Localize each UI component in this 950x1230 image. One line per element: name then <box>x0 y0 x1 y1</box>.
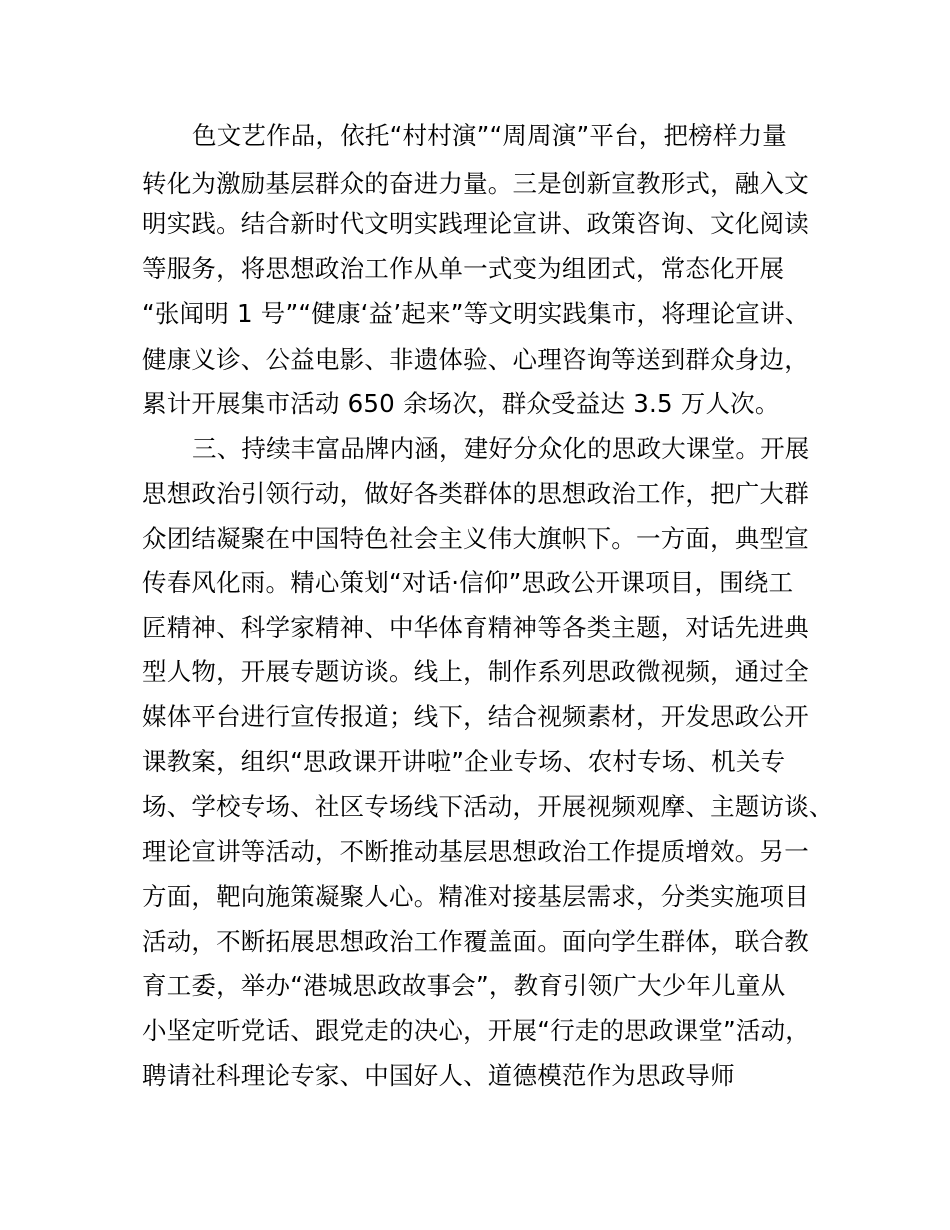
text-line: 小坚定听党话、跟党走的决心，开展“行走的思政课堂”活动， <box>142 1016 810 1045</box>
text-line: 型人物，开展专题访谈。线上，制作系列思政微视频，通过全 <box>142 657 809 686</box>
text-line: 方面，靶向施策凝聚人心。精准对接基层需求，分类实施项目 <box>142 882 809 911</box>
text-line: 累计开展集市活动 650 余场次，群众受益达 3.5 万人次。 <box>142 389 780 418</box>
text-line: 课教案，组织“思政课开讲啦”企业专场、农村专场、机关专 <box>142 747 786 776</box>
text-line: 媒体平台进行宣传报道；线下，结合视频素材，开发思政公开 <box>142 702 809 731</box>
text-line: 传春风化雨。精心策划“对话·信仰”思政公开课项目，围绕工 <box>142 568 794 597</box>
text-line: 思想政治引领行动，做好各类群体的思想政治工作，把广大群 <box>142 479 809 508</box>
text-line: 场、学校专场、社区专场线下活动，开展视频观摩、主题访谈、 <box>142 792 834 821</box>
text-line: 三、持续丰富品牌内涵，建好分众化的思政大课堂。开展 <box>192 434 810 463</box>
text-line: 聘请社科理论专家、中国好人、道德模范作为思政导师 <box>142 1061 735 1090</box>
text-line: 活动，不断拓展思想政治工作覆盖面。面向学生群体，联合教 <box>142 927 809 956</box>
text-line: 理论宣讲等活动，不断推动基层思想政治工作提质增效。另一 <box>142 837 809 866</box>
text-line: 等服务，将思想政治工作从单一式变为组团式，常态化开展 <box>142 254 785 283</box>
text-line: 众团结凝聚在中国特色社会主义伟大旗帜下。一方面，典型宣 <box>142 524 809 553</box>
text-line: 明实践。结合新时代文明实践理论宣讲、政策咨询、文化阅读 <box>142 209 809 238</box>
text-line: 健康义诊、公益电影、非遗体验、心理咨询等送到群众身边， <box>142 345 809 374</box>
text-line: 育工委，举办“港城思政故事会”，教育引领广大少年儿童从 <box>142 971 786 1000</box>
text-line: 色文艺作品，依托“村村演”“周周演”平台，把榜样力量 <box>192 121 787 150</box>
text-line: 转化为激励基层群众的奋进力量。三是创新宣教形式，融入文 <box>142 169 809 198</box>
text-line: 匠精神、科学家精神、中华体育精神等各类主题，对话先进典 <box>142 613 809 642</box>
text-line: “张闻明 1 号”“健康‘益’起来”等文明实践集市，将理论宣讲、 <box>142 299 810 328</box>
